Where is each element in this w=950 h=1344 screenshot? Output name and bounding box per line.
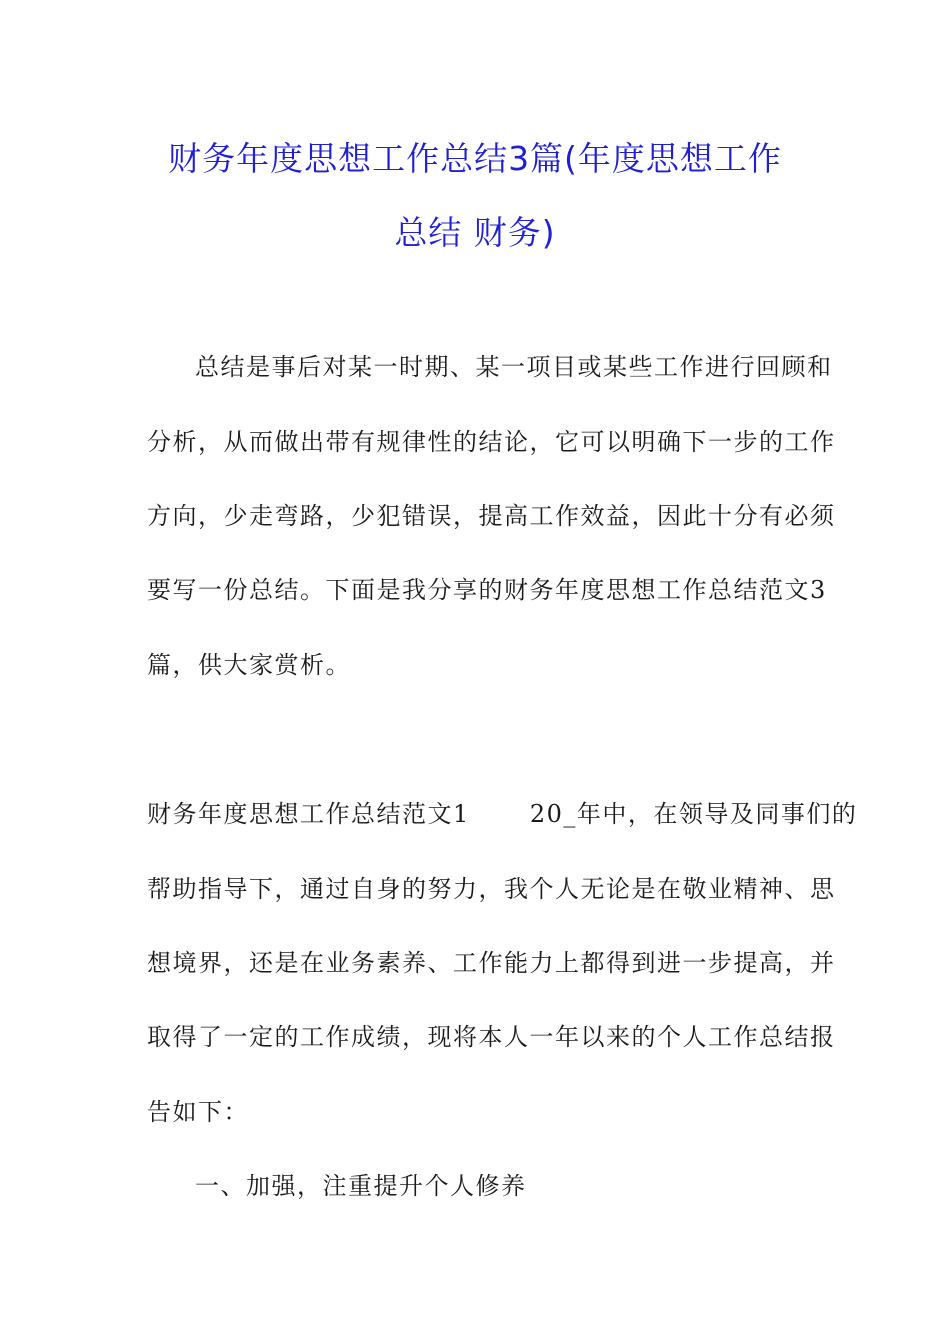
intro-paragraph-line: 方向，少走弯路，少犯错误，提高工作效益，因此十分有必须 xyxy=(147,502,836,530)
intro-paragraph-line: 总结是事后对某一时期、某一项目或某些工作进行回顾和 xyxy=(195,353,833,381)
section-paragraph-line: 取得了一定的工作成绩，现将本人一年以来的个人工作总结报 xyxy=(147,1023,836,1051)
intro-paragraph-line: 要写一份总结。下面是我分享的财务年度思想工作总结范文3 xyxy=(147,576,827,604)
section-paragraph-line: 告如下： xyxy=(147,1098,249,1126)
section-paragraph-line: 帮助指导下，通过自身的努力，我个人无论是在敬业精神、思 xyxy=(147,875,836,903)
section-paragraph-line: 想境界，还是在业务素养、工作能力上都得到进一步提高，并 xyxy=(147,949,836,977)
intro-paragraph-line: 分析，从而做出带有规律性的结论，它可以明确下一步的工作 xyxy=(147,428,836,456)
section-paragraph-line: 财务年度思想工作总结范文1 20_年中，在领导及同事们的 xyxy=(147,800,858,828)
document-title-line-1: 财务年度思想工作总结3篇(年度思想工作 xyxy=(168,139,782,178)
document-title-line-2: 总结 财务) xyxy=(394,213,556,252)
section-subheading: 一、加强，注重提升个人修养 xyxy=(195,1172,527,1200)
intro-paragraph-line: 篇，供大家赏析。 xyxy=(147,651,351,679)
